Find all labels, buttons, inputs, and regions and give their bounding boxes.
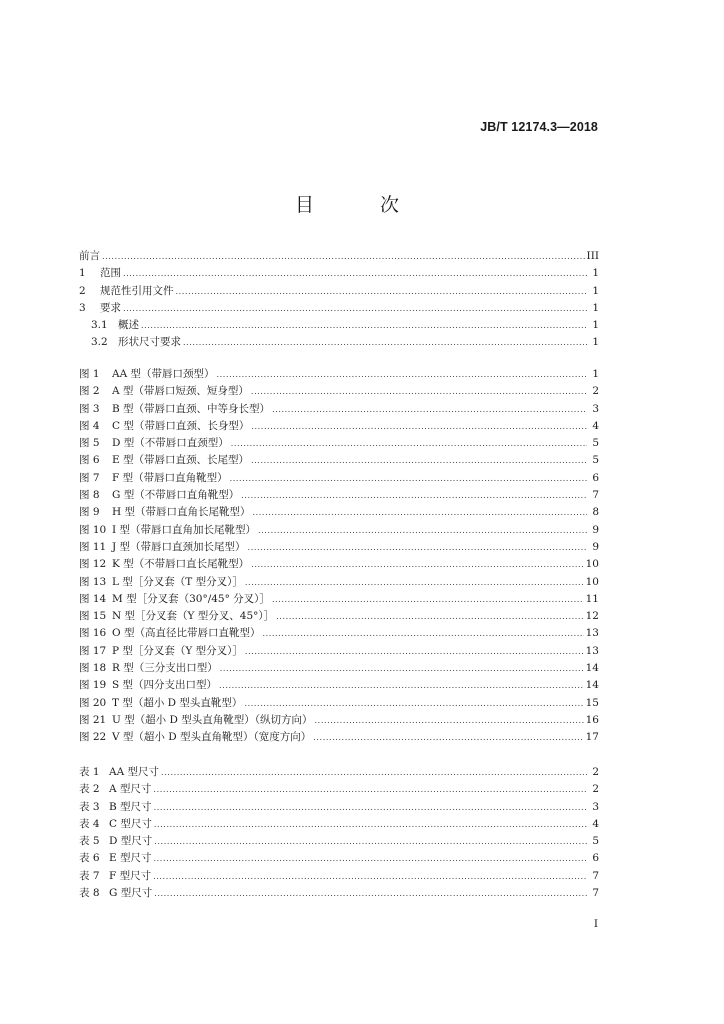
toc-entry-label: O 型（高直径比带唇口直靴型） <box>112 627 261 640</box>
toc-entry-number: 图 13 <box>79 575 107 588</box>
toc-entry-number: 表 2 <box>79 783 100 796</box>
toc-entry[interactable] <box>79 401 599 418</box>
dot-leader <box>251 452 587 469</box>
dot-leader <box>217 366 587 383</box>
dot-leader <box>123 265 587 282</box>
toc-entry[interactable] <box>79 885 599 902</box>
toc-entry-number: 图 11 <box>79 540 107 553</box>
dot-leader <box>272 401 587 418</box>
toc-entry-label: 前言 <box>79 250 100 262</box>
toc-entry-page: 1 <box>592 284 599 297</box>
toc-entry[interactable] <box>79 712 599 729</box>
toc-entry-number: 图 17 <box>79 644 107 657</box>
dot-leader <box>102 248 585 265</box>
toc-entry-number: 图 16 <box>79 627 107 640</box>
toc-entry[interactable] <box>79 283 599 300</box>
toc-entry-page: 9 <box>592 523 599 536</box>
toc-entry-number: 图 4 <box>79 419 100 432</box>
toc-entry-label: I 型（带唇口直角加长尾靴型） <box>112 523 256 536</box>
toc-entry-label: M 型［分叉套（30°/45° 分叉）］ <box>112 592 270 605</box>
toc-entry[interactable] <box>79 868 599 885</box>
toc-entry-page: 5 <box>592 454 599 467</box>
toc-entry-label: B 型（带唇口直颈、中等身长型） <box>112 402 271 415</box>
toc-entry-page: 6 <box>592 852 599 865</box>
toc-entry-page: 5 <box>592 437 599 450</box>
dot-leader <box>154 816 587 833</box>
toc-entry-page: 10 <box>585 558 599 571</box>
toc-entry-page: 13 <box>585 644 599 657</box>
dot-leader <box>183 334 587 351</box>
toc-entry[interactable] <box>79 816 599 833</box>
toc-entry-label: 概述 <box>118 319 139 332</box>
toc-entry[interactable] <box>79 695 599 712</box>
toc-entry-label: G 型（不带唇口直角靴型） <box>112 489 240 502</box>
toc-entry-number: 3.2 <box>91 336 108 349</box>
toc-entry-label: D 型尺寸 <box>109 835 153 848</box>
dot-leader <box>258 522 587 539</box>
toc-entry[interactable] <box>79 625 599 642</box>
toc-entry-page: 8 <box>592 506 599 519</box>
toc-entry-number: 图 22 <box>79 731 107 744</box>
toc-entry-number: 图 19 <box>79 679 107 692</box>
page-title: 目 次 <box>294 194 430 216</box>
toc-entry-number: 3 <box>79 301 86 314</box>
toc-entry-page: 7 <box>592 489 599 502</box>
toc-entry[interactable] <box>79 366 599 383</box>
toc-entry-page: 4 <box>592 419 599 432</box>
toc-entry-label: U 型（超小 D 型头直角靴型）（纵切方向） <box>112 713 313 726</box>
toc-entry[interactable] <box>79 317 599 334</box>
toc-entry[interactable] <box>79 608 599 625</box>
toc-entry-label: AA 型（带唇口颈型） <box>112 368 215 380</box>
toc-entry[interactable] <box>79 452 599 469</box>
toc-entry-page: 1 <box>592 267 599 280</box>
toc-tables <box>79 764 599 902</box>
toc-entry-label: B 型尺寸 <box>109 800 152 813</box>
dot-leader <box>251 383 587 400</box>
dot-leader <box>231 435 587 452</box>
toc-entry-page: 7 <box>592 887 599 900</box>
dot-leader <box>248 539 587 556</box>
toc-entry-page: 17 <box>585 731 599 744</box>
toc-entry-label: J 型（带唇口直颈加长尾型） <box>112 540 246 553</box>
dot-leader <box>262 625 583 642</box>
toc-entry[interactable] <box>79 764 599 781</box>
toc-entry-label: H 型（带唇口直角长尾靴型） <box>112 506 251 519</box>
toc-entry-number: 表 4 <box>79 817 100 830</box>
toc-entry-label: A 型（带唇口短颈、短身型） <box>112 385 249 398</box>
toc-entry-number: 图 1 <box>79 368 100 380</box>
toc-entry-page: 1 <box>592 301 599 314</box>
toc-entry-page: III <box>586 250 599 262</box>
toc-entry-label: K 型（不带唇口直长尾靴型） <box>112 558 250 571</box>
toc-entry[interactable] <box>79 487 599 504</box>
toc-entry-label: A 型尺寸 <box>109 783 152 796</box>
toc-entry-number: 2 <box>79 284 86 297</box>
toc-entry-page: 3 <box>592 402 599 415</box>
toc-entry[interactable] <box>79 522 599 539</box>
toc-entry[interactable] <box>79 729 599 746</box>
toc-entry[interactable] <box>79 850 599 867</box>
toc-entry-number: 图 6 <box>79 454 100 467</box>
toc-entry-page: 2 <box>592 385 599 398</box>
toc-entry-page: 14 <box>585 679 599 692</box>
toc-entry-page: 1 <box>592 368 599 380</box>
toc-entry-number: 图 12 <box>79 558 107 571</box>
toc-figures <box>79 366 599 747</box>
dot-leader <box>241 487 587 504</box>
toc-entry-page: 3 <box>592 800 599 813</box>
toc-entry-label: N 型［分叉套（Y 型分叉、45°）］ <box>112 610 275 623</box>
dot-leader <box>253 504 588 521</box>
toc-entry-number: 图 7 <box>79 471 100 484</box>
toc-entry-number: 图 14 <box>79 592 107 605</box>
toc-entry[interactable] <box>79 470 599 487</box>
toc-entry[interactable] <box>79 539 599 556</box>
toc-entry-label: P 型［分叉套（Y 型分叉）］ <box>112 644 243 657</box>
toc-entry-number: 表 6 <box>79 852 100 865</box>
toc-entry-page: 6 <box>592 471 599 484</box>
toc-entry-number: 图 5 <box>79 437 100 450</box>
toc-entry-label: AA 型尺寸 <box>109 766 160 778</box>
dot-leader <box>251 418 587 435</box>
dot-leader <box>161 764 587 781</box>
toc-entry-page: 13 <box>585 627 599 640</box>
dot-leader <box>154 885 587 902</box>
toc-entry[interactable] <box>79 574 599 591</box>
toc-entry-page: 5 <box>592 835 599 848</box>
toc-entry-label: E 型尺寸 <box>109 852 152 865</box>
dot-leader <box>244 695 583 712</box>
dot-leader <box>219 677 584 694</box>
toc-entry-page: 2 <box>592 783 599 796</box>
toc-entry-label: L 型［分叉套（T 型分叉）］ <box>112 575 243 588</box>
toc-entry-number: 图 10 <box>79 523 107 536</box>
toc-entry-number: 图 2 <box>79 385 100 398</box>
toc-entry-page: 10 <box>585 575 599 588</box>
toc-entry-label: V 型（超小 D 型头直角靴型）（宽度方向） <box>112 731 312 744</box>
toc-entry[interactable] <box>79 334 599 351</box>
toc-entry-page: 1 <box>592 319 599 332</box>
toc-entry-number: 表 7 <box>79 869 100 882</box>
dot-leader <box>141 317 587 334</box>
toc-entry-label: D 型（不带唇口直颈型） <box>112 437 229 450</box>
toc-entry-number: 图 15 <box>79 610 107 623</box>
toc-entry[interactable] <box>79 248 599 265</box>
toc-entry-number: 3.1 <box>91 319 108 332</box>
toc-entry-page: 15 <box>585 696 599 709</box>
toc-entry[interactable] <box>79 435 599 452</box>
toc-entry-number: 表 5 <box>79 835 100 848</box>
dot-leader <box>154 799 587 816</box>
dot-leader <box>220 660 584 677</box>
toc-entry-label: S 型（四分支出口型） <box>112 679 218 692</box>
dot-leader <box>315 712 584 729</box>
toc-entry[interactable] <box>79 591 599 608</box>
toc-entry-page: 7 <box>592 869 599 882</box>
toc-entry-label: E 型（带唇口直颈、长尾型） <box>112 454 250 467</box>
toc-entry-page: 4 <box>592 817 599 830</box>
toc-entry[interactable] <box>79 833 599 850</box>
dot-leader <box>154 833 587 850</box>
toc-entry-page: 2 <box>592 766 599 778</box>
dot-leader <box>123 300 587 317</box>
toc-entry-label: R 型（三分支出口型） <box>112 662 218 675</box>
toc-entry[interactable] <box>79 643 599 660</box>
toc-entry-page: 9 <box>592 540 599 553</box>
toc-entry-label: F 型尺寸 <box>109 869 152 882</box>
toc-entry[interactable] <box>79 265 599 282</box>
dot-leader <box>176 283 588 300</box>
toc-entry-label: G 型尺寸 <box>109 887 153 900</box>
toc-entry-number: 1 <box>79 267 86 280</box>
toc-entry-page: 16 <box>585 713 599 726</box>
toc-entry-number: 表 8 <box>79 887 100 900</box>
toc-entry-label: C 型（带唇口直颈、长身型） <box>112 419 250 432</box>
toc-entry-label: F 型（带唇口直角靴型） <box>112 471 228 484</box>
dot-leader <box>313 729 583 746</box>
dot-leader <box>153 781 587 798</box>
toc-entry[interactable] <box>79 504 599 521</box>
toc-entry[interactable] <box>79 660 599 677</box>
toc-entry-number: 表 3 <box>79 800 100 813</box>
dot-leader <box>272 591 584 608</box>
dot-leader <box>251 556 583 573</box>
toc-entry-number: 图 9 <box>79 506 100 519</box>
dot-leader <box>230 470 587 487</box>
toc-entry[interactable] <box>79 300 599 317</box>
dot-leader <box>245 574 584 591</box>
toc-entry[interactable] <box>79 781 599 798</box>
dot-leader <box>245 643 584 660</box>
toc-entry-label: 规范性引用文件 <box>100 284 174 297</box>
toc-entry-page: 14 <box>585 662 599 675</box>
toc-entry-label: 要求 <box>100 301 121 314</box>
toc-entry[interactable] <box>79 799 599 816</box>
toc-entry[interactable] <box>79 677 599 694</box>
toc-entry-number: 图 21 <box>79 713 107 726</box>
toc-entry-label: T 型（超小 D 型头直靴型） <box>112 696 243 709</box>
toc-entry-page: 1 <box>592 336 599 349</box>
toc-entry-label: 范围 <box>100 267 121 280</box>
toc-entry-label: 形状尺寸要求 <box>118 336 181 349</box>
toc-entry-number: 图 20 <box>79 696 107 709</box>
dot-leader <box>154 850 587 867</box>
toc-entry[interactable] <box>79 418 599 435</box>
toc-entry[interactable] <box>79 383 599 400</box>
dot-leader <box>153 868 587 885</box>
page-number: I <box>593 918 598 930</box>
toc-entry-number: 图 8 <box>79 489 100 502</box>
toc-entry-page: 12 <box>585 610 599 623</box>
toc-entry-page: 11 <box>585 592 599 605</box>
standard-code: JB/T 12174.3—2018 <box>480 120 598 134</box>
toc-entry-number: 图 18 <box>79 662 107 675</box>
toc-entry-number: 图 3 <box>79 402 100 415</box>
toc-sections <box>79 248 599 352</box>
toc-entry-number: 表 1 <box>79 766 100 778</box>
dot-leader <box>276 608 583 625</box>
toc-entry[interactable] <box>79 556 599 573</box>
toc-entry-label: C 型尺寸 <box>109 817 152 830</box>
